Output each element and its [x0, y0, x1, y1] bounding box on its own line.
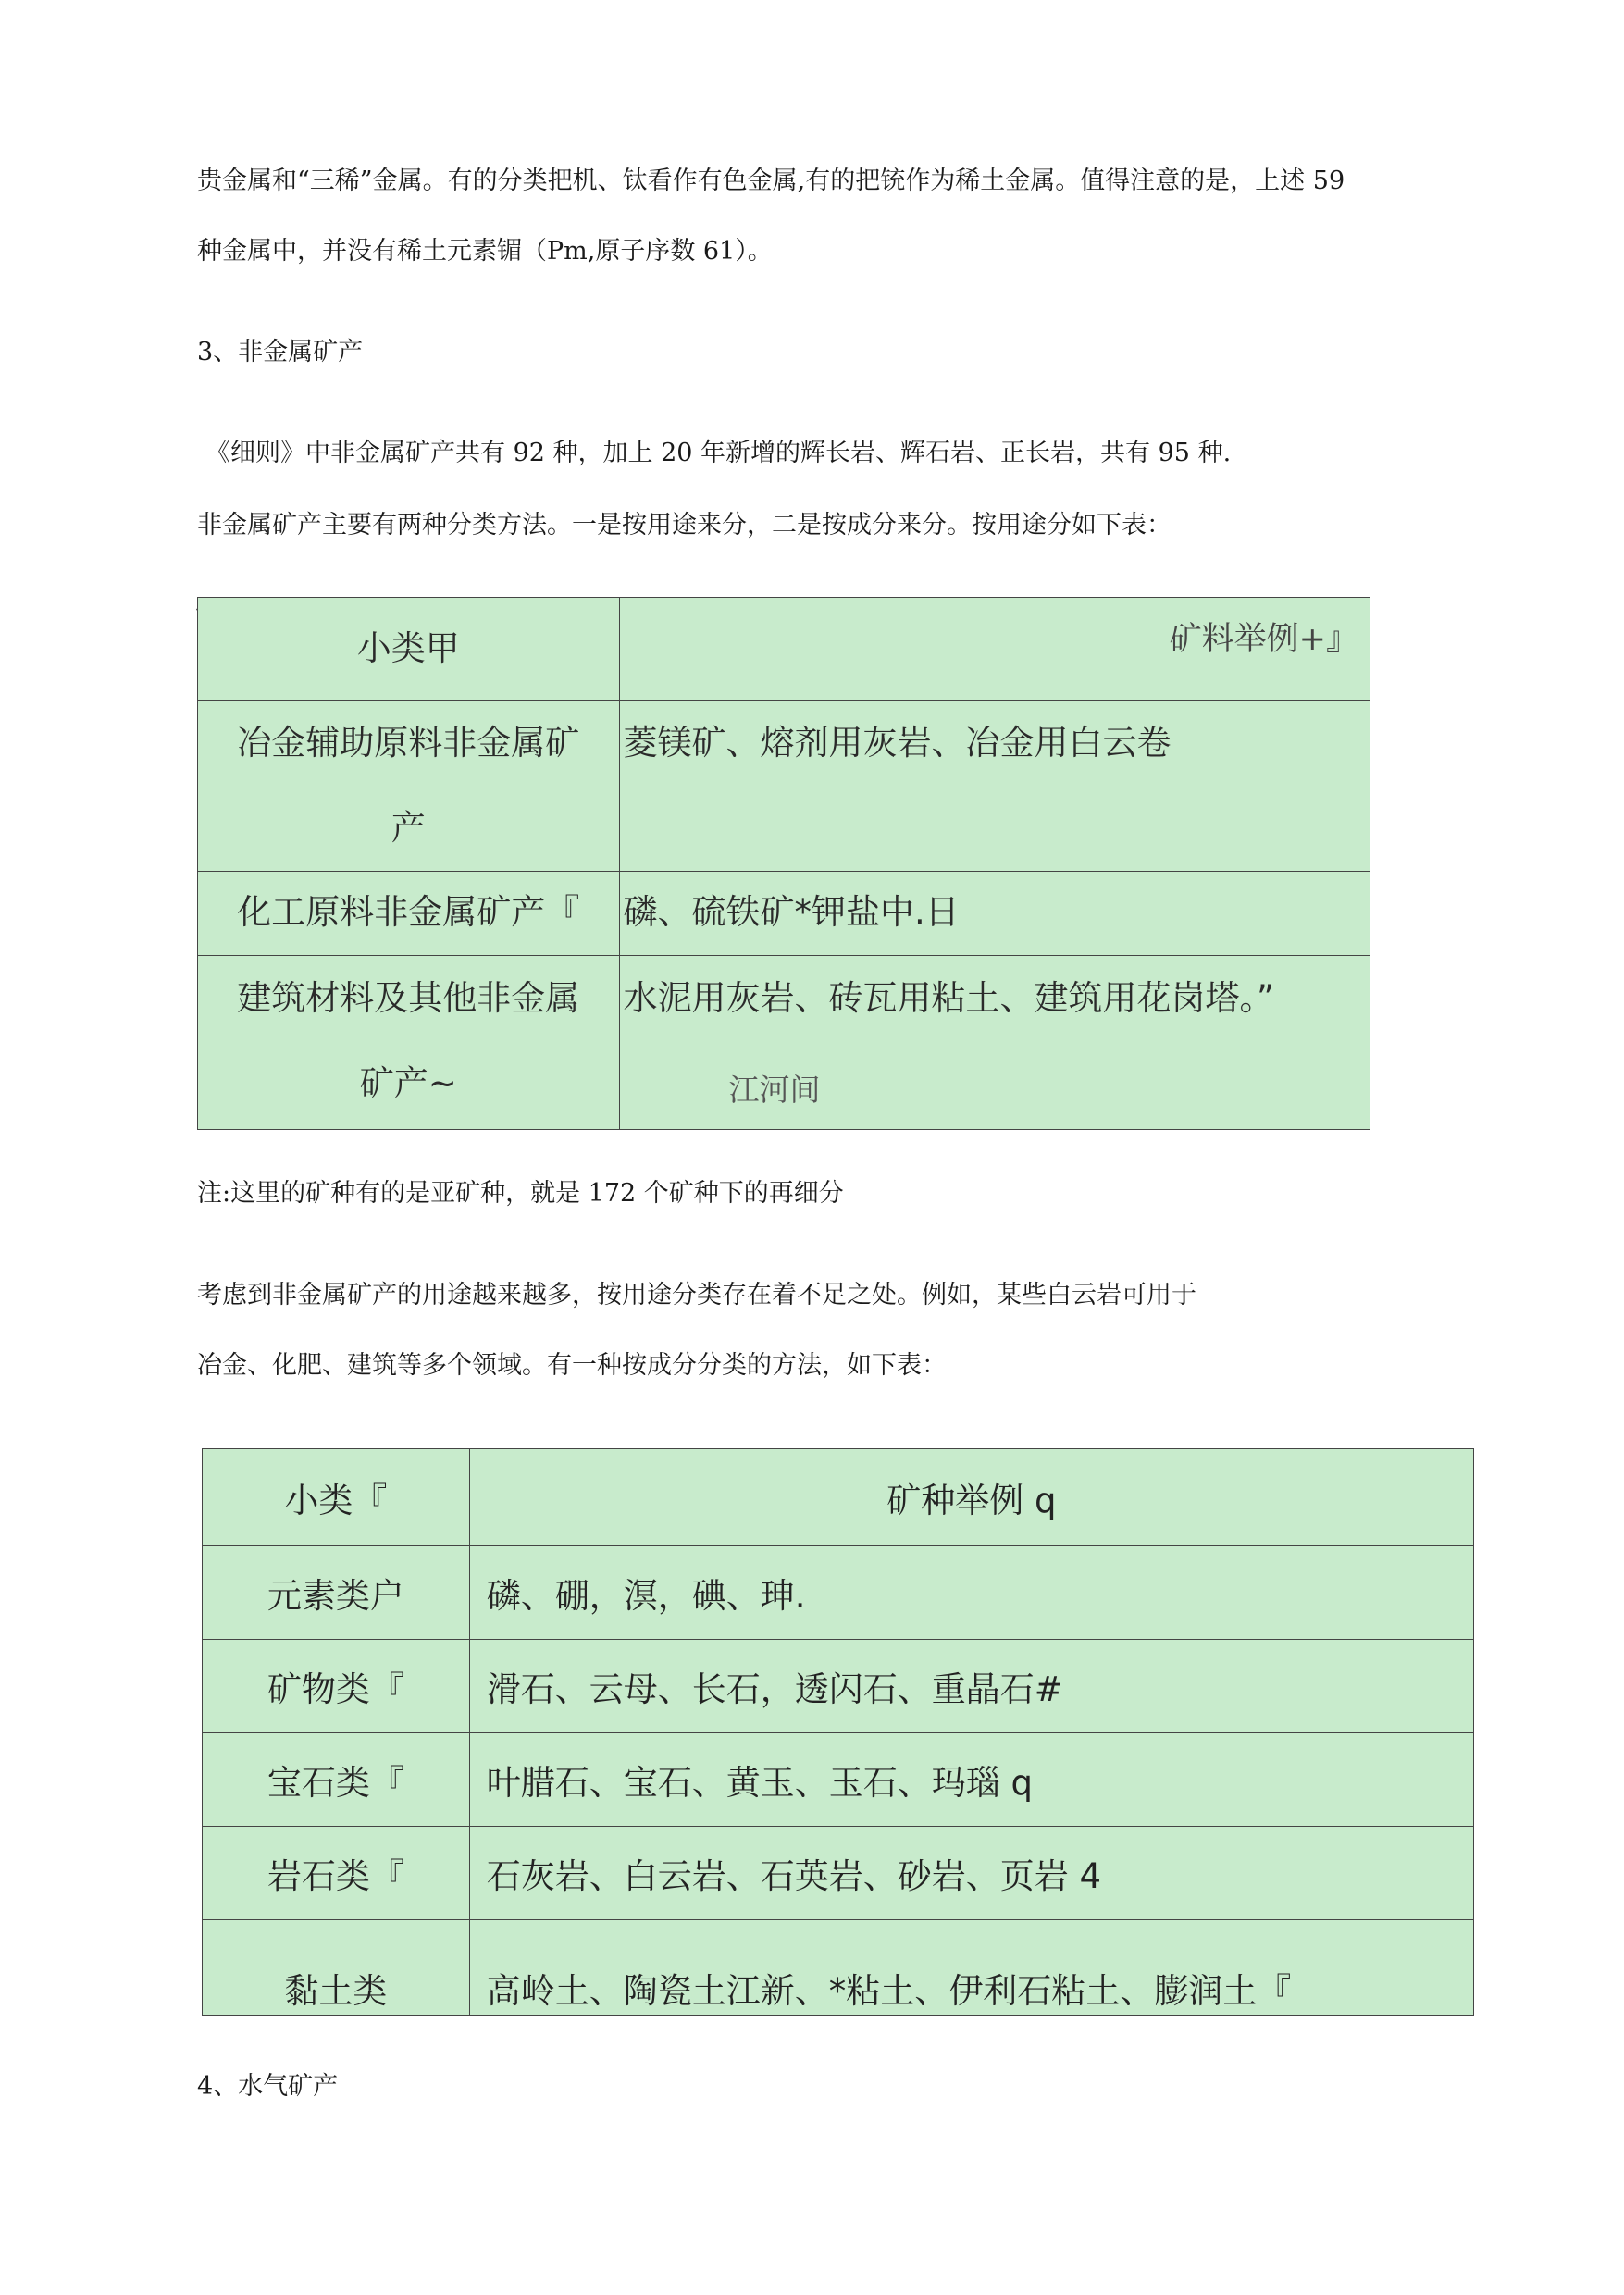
examples-cell: 石灰岩、白云岩、石英岩、砂岩、页岩 4 — [469, 1827, 1473, 1920]
table-header-cell: 矿种举例 q — [469, 1449, 1473, 1546]
category-line: 冶金辅助原料非金属矿 — [237, 723, 580, 763]
table-header-cell: 小类『 — [203, 1449, 470, 1546]
paragraph-line: 非金属矿产主要有两种分类方法。一是按用途来分，二是按成分来分。按用途分如下表： — [197, 511, 1172, 540]
examples-subtext: 江河间 — [728, 1072, 821, 1108]
paragraph-line: 贵金属和“三稀”金属。有的分类把机、钛看作有色金属,有的把铳作为稀土金属。值得注意的是，上述 59 — [197, 167, 1345, 195]
table-row — [203, 1920, 1474, 2016]
examples-cell — [619, 872, 1370, 956]
examples-text: 水泥用灰岩、砖瓦用粘土、建筑用花岗塔。” — [623, 978, 1275, 1018]
examples-cell: 磷、硼，溟，碘、珅. — [469, 1546, 1473, 1640]
section-heading-4: 4、水气矿产 — [197, 2072, 339, 2101]
examples-text: 磷、硫铁矿*钾盐中.日 — [623, 892, 960, 932]
category-cell — [198, 872, 620, 956]
table-header-row — [198, 598, 1370, 701]
usage-classification-table — [197, 597, 1370, 1130]
table-row — [198, 956, 1370, 1130]
table-row — [198, 701, 1370, 872]
paragraph-line: 冶金、化肥、建筑等多个领域。有一种按成分分类的方法，如下表： — [197, 1351, 947, 1380]
category-cell — [198, 956, 620, 1130]
category-line: 化工原料非金属矿产『 — [237, 892, 580, 932]
table-row — [198, 872, 1370, 956]
category-cell: 元素类户 — [203, 1546, 470, 1640]
category-line: 产 — [391, 808, 426, 848]
paragraph-line: 种金属中，并没有稀土元素镅（Pm,原子序数 61）。 — [197, 237, 773, 266]
category-cell: 宝石类『 — [203, 1733, 470, 1827]
table-row — [203, 1827, 1474, 1920]
table-row — [203, 1546, 1474, 1640]
table-row — [203, 1640, 1474, 1733]
table-header-cell: 小类甲 — [198, 598, 620, 701]
paragraph-line: 《细则》中非金属矿产共有 92 种，加上 20 年新增的辉长岩、辉石岩、正长岩，共有 95 种. — [205, 439, 1232, 467]
category-cell: 黏土类 — [203, 1920, 470, 2016]
examples-cell: 高岭土、陶瓷土江新、*粘土、伊利石粘土、膨润土『 — [469, 1920, 1473, 2016]
table-header-cell: 矿料举例+』 — [619, 598, 1370, 701]
category-cell: 岩石类『 — [203, 1827, 470, 1920]
section-heading-3: 3、非金属矿产 — [197, 338, 364, 366]
examples-cell: 滑石、云母、长石，透闪石、重晶石# — [469, 1640, 1473, 1733]
examples-cell — [619, 701, 1370, 872]
category-line: 矿产~ — [359, 1063, 457, 1103]
table-header-row — [203, 1449, 1474, 1546]
category-cell — [198, 701, 620, 872]
composition-classification-table — [202, 1448, 1474, 2016]
table-row — [203, 1733, 1474, 1827]
note-text: 注:这里的矿种有的是亚矿种，就是 172 个矿种下的再细分 — [197, 1179, 844, 1208]
category-cell: 矿物类『 — [203, 1640, 470, 1733]
paragraph-line: 考虑到非金属矿产的用途越来越多，按用途分类存在着不足之处。例如，某些白云岩可用于 — [197, 1281, 1196, 1309]
examples-cell — [619, 956, 1370, 1130]
category-line: 建筑材料及其他非金属 — [237, 978, 580, 1018]
examples-text: 菱镁矿、熔剂用灰岩、冶金用白云卷 — [623, 723, 1172, 763]
examples-cell: 叶腊石、宝石、黄玉、玉石、玛瑙 q — [469, 1733, 1473, 1827]
